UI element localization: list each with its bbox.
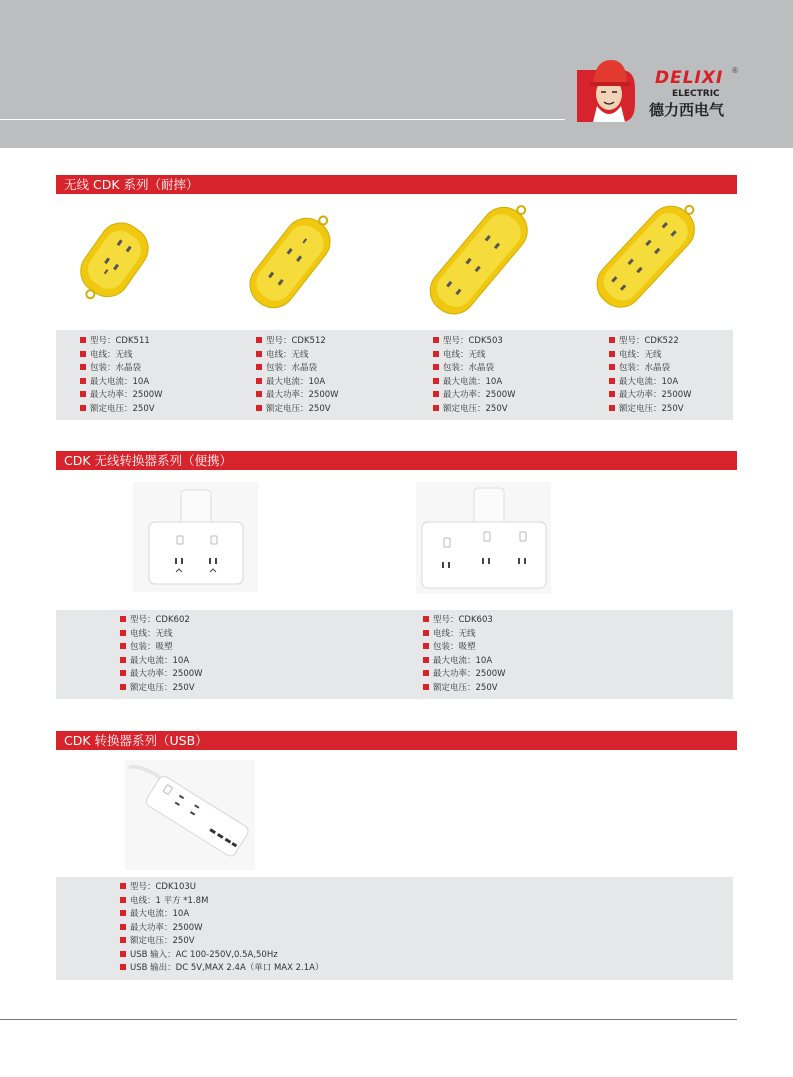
spec-row: USB 输出：DC 5V,MAX 2.4A（单口 MAX 2.1A）	[120, 962, 323, 976]
spec-row: 最大电流：10A	[120, 908, 323, 922]
spec-list-cdk512	[256, 335, 339, 416]
spec-row: 最大电流：10A	[256, 376, 339, 390]
spec-list-cdk603	[423, 614, 506, 695]
socket-cdk522-image	[580, 196, 710, 316]
spec-row: 包装：水晶袋	[609, 362, 692, 376]
spec-row: 电线：1 平方 *1.8M	[120, 895, 323, 909]
socket-cdk503-image	[408, 200, 548, 320]
spec-list-cdk103u	[120, 881, 323, 976]
spec-row: 额定电压：250V	[80, 403, 163, 417]
brand-electric: ELECTRIC	[672, 89, 720, 99]
spec-row: 最大电流：10A	[609, 376, 692, 390]
spec-row: 电线：无线	[256, 349, 339, 363]
spec-row: 包装：水晶袋	[80, 362, 163, 376]
spec-list-cdk602	[120, 614, 203, 695]
spec-row: 最大电流：10A	[120, 655, 203, 669]
spec-row: 最大功率：2500W	[609, 389, 692, 403]
page-header	[0, 0, 793, 148]
spec-row: 型号：CDK522	[609, 335, 692, 349]
brand-chinese: 德力西电气	[649, 101, 725, 119]
spec-list-cdk511	[80, 335, 163, 416]
spec-row: 包装：吸塑	[423, 641, 506, 655]
spec-panel-wireless	[56, 330, 733, 420]
worker-mascot-icon	[575, 56, 637, 122]
socket-cdk512-image	[230, 208, 350, 318]
spec-row: 包装：水晶袋	[256, 362, 339, 376]
spec-row: 电线：无线	[80, 349, 163, 363]
spec-panel-adapter	[56, 610, 733, 699]
spec-row: 额定电压：250V	[433, 403, 516, 417]
spec-list-cdk522	[609, 335, 692, 416]
adapter-cdk603-image	[416, 482, 551, 594]
section-title-cdk-wireless: 无线 CDK 系列（耐摔）	[56, 175, 737, 194]
spec-row: 最大功率：2500W	[80, 389, 163, 403]
spec-row: 型号：CDK512	[256, 335, 339, 349]
brand-name: DELIXI	[655, 68, 724, 88]
spec-row: 最大功率：2500W	[120, 668, 203, 682]
spec-row: 型号：CDK603	[423, 614, 506, 628]
spec-row: 额定电压：250V	[423, 682, 506, 696]
spec-row: 包装：吸塑	[120, 641, 203, 655]
usb-strip-cdk103u-image	[125, 760, 255, 870]
spec-row: 电线：无线	[433, 349, 516, 363]
spec-row: 最大功率：2500W	[433, 389, 516, 403]
spec-row: USB 输入：AC 100-250V,0.5A,50Hz	[120, 949, 323, 963]
spec-row: 最大功率：2500W	[423, 668, 506, 682]
section-title-cdk-usb: CDK 转换器系列（USB）	[56, 731, 737, 750]
spec-row: 电线：无线	[423, 628, 506, 642]
spec-row: 最大电流：10A	[423, 655, 506, 669]
spec-row: 最大电流：10A	[433, 376, 516, 390]
spec-row: 额定电压：250V	[609, 403, 692, 417]
delixi-logo	[575, 56, 745, 122]
spec-row: 型号：CDK103U	[120, 881, 323, 895]
spec-row: 最大功率：2500W	[256, 389, 339, 403]
header-divider	[0, 119, 565, 120]
footer-divider	[0, 1019, 737, 1020]
section-title-cdk-adapter: CDK 无线转换器系列（便携）	[56, 451, 737, 470]
spec-row: 型号：CDK511	[80, 335, 163, 349]
spec-row: 额定电压：250V	[120, 682, 203, 696]
spec-row: 电线：无线	[120, 628, 203, 642]
adapter-cdk602-image	[133, 482, 258, 592]
spec-panel-usb	[56, 877, 733, 980]
spec-row: 最大电流：10A	[80, 376, 163, 390]
spec-row: 额定电压：250V	[256, 403, 339, 417]
spec-row: 最大功率：2500W	[120, 922, 323, 936]
socket-cdk511-image	[70, 214, 160, 304]
spec-row: 额定电压：250V	[120, 935, 323, 949]
spec-row: 电线：无线	[609, 349, 692, 363]
registered-mark: ®	[731, 66, 739, 75]
spec-row: 包装：水晶袋	[433, 362, 516, 376]
spec-row: 型号：CDK602	[120, 614, 203, 628]
spec-list-cdk503	[433, 335, 516, 416]
spec-row: 型号：CDK503	[433, 335, 516, 349]
